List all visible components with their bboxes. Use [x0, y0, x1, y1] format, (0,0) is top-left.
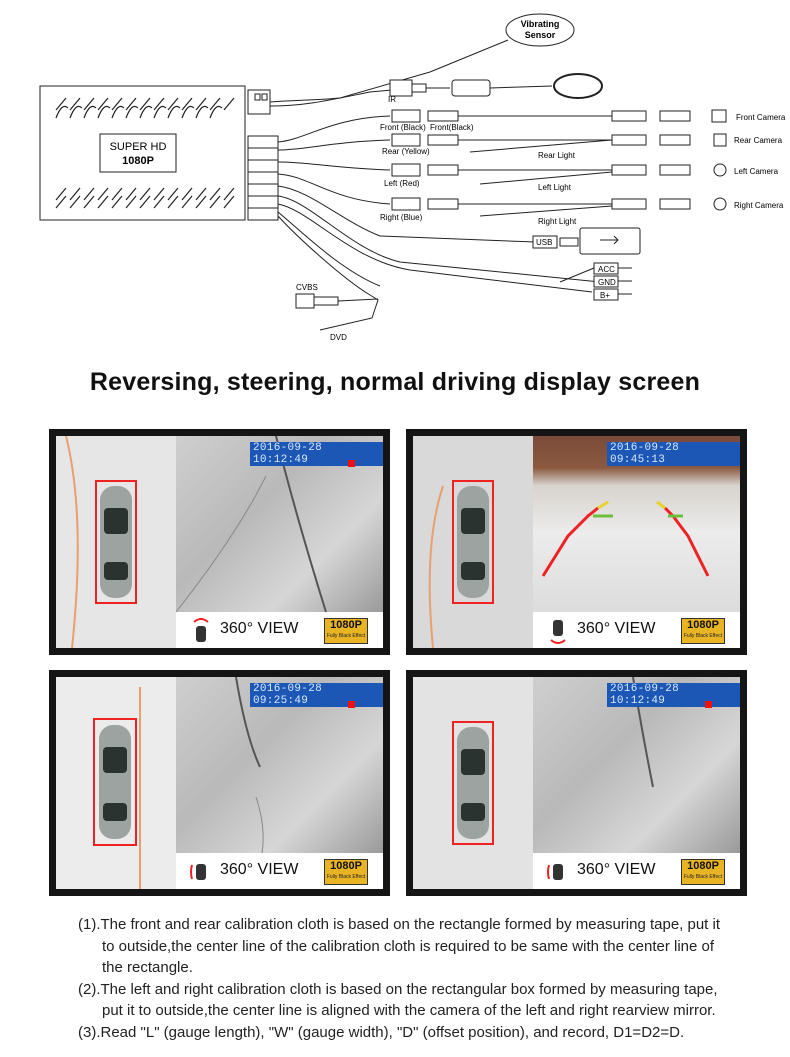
timestamp: 2016-09-28 09:25:49: [250, 683, 383, 707]
display-screen-normal: [406, 670, 747, 896]
note-3: (3).Read "L" (gauge length), "W" (gauge width), "D" (offset position), and record, D1=D2=D.: [78, 1023, 685, 1041]
view-label: 360° VIEW: [220, 620, 299, 637]
birdseye-view: [56, 436, 176, 648]
ir-receiver: [390, 74, 602, 98]
display-screen-reversing-guidelines: [406, 429, 747, 655]
svg-text:Vibrating: Vibrating: [520, 19, 560, 29]
front-black-label-1: Front (Black): [380, 123, 426, 132]
usb-label: USB: [536, 238, 553, 247]
front-camera-label: Front Camera: [736, 113, 786, 122]
right-camera-label: Right Camera: [734, 201, 784, 210]
bplus-label: B+: [600, 291, 611, 300]
right-blue-label: Right (Blue): [380, 213, 423, 222]
camera-view: [176, 677, 383, 853]
acc-label: ACC: [598, 265, 615, 274]
box-label-line1: SUPER HD: [109, 141, 167, 153]
gnd-label: GND: [598, 278, 616, 287]
car-top-icon: [413, 436, 533, 648]
birdseye-view: [413, 436, 533, 648]
box-label-line2: 1080P: [122, 155, 154, 167]
car-top-icon: [413, 677, 533, 889]
view-label: 360° VIEW: [220, 861, 299, 878]
camera-view: [176, 436, 383, 612]
birdseye-view: [413, 677, 533, 889]
car-top-icon: [56, 436, 176, 648]
left-red-label: Left (Red): [384, 179, 420, 188]
dvd-label: DVD: [330, 333, 347, 342]
note-1: (1).The front and rear calibration cloth is based on the rectangle formed by measuring tape, put it to outside,the center line of the calibration cloth is required to be same with the center line of the rectangle.: [78, 916, 721, 976]
front-black-label-2: Front(Black): [430, 123, 474, 132]
svg-text:Sensor: Sensor: [524, 30, 556, 40]
cvbs-connector: [296, 294, 378, 308]
view-label: 360° VIEW: [577, 861, 656, 878]
power-connectors: [560, 263, 632, 300]
camera-view: [533, 436, 740, 612]
display-screen-reversing: [49, 429, 390, 655]
vibrating-sensor: [506, 14, 574, 46]
record-indicator: [348, 460, 355, 467]
resolution-badge: 1080P Fully Black Effect: [324, 859, 368, 885]
record-indicator: [705, 701, 712, 708]
left-camera-label: Left Camera: [734, 167, 779, 176]
status-bar: [176, 612, 383, 648]
car-radar-icon: [547, 859, 569, 885]
display-screen-steering: [49, 670, 390, 896]
resolution-badge: 1080P Fully Black Effect: [681, 618, 725, 644]
wiring-diagram: [0, 0, 790, 350]
note-2: (2).The left and right calibration cloth is based on the rectangular box formed by measuring tape, put it to outside,the center line is aligned with the camera of the left and right rearview mirror.: [78, 980, 718, 1019]
record-indicator: [348, 701, 355, 708]
car-radar-icon: [190, 618, 212, 644]
right-light-label: Right Light: [538, 217, 577, 226]
timestamp: 2016-09-28 10:12:49: [250, 442, 383, 466]
section-headline: Reversing, steering, normal driving display screen: [89, 368, 701, 396]
camera-view: [533, 677, 740, 853]
box-connectors: [248, 90, 278, 220]
status-bar: [533, 853, 740, 889]
cvbs-label: CVBS: [296, 283, 318, 292]
ir-label: IR: [388, 95, 396, 104]
left-light-label: Left Light: [538, 183, 571, 192]
car-top-icon: [56, 677, 176, 889]
car-radar-icon: [190, 859, 212, 885]
rear-yellow-label: Rear (Yellow): [382, 147, 430, 156]
rear-light-label: Rear Light: [538, 151, 575, 160]
status-bar: [533, 612, 740, 648]
birdseye-view: [56, 677, 176, 889]
resolution-badge: 1080P Fully Black Effect: [681, 859, 725, 885]
rear-camera-label: Rear Camera: [734, 136, 783, 145]
calibration-notes: [78, 914, 768, 1043]
status-bar: [176, 853, 383, 889]
view-label: 360° VIEW: [577, 620, 656, 637]
timestamp: 2016-09-28 10:12:49: [607, 683, 740, 707]
car-radar-icon: [547, 618, 569, 644]
timestamp: 2016-09-28 09:45:13: [607, 442, 740, 466]
resolution-badge: 1080P Fully Black Effect: [324, 618, 368, 644]
